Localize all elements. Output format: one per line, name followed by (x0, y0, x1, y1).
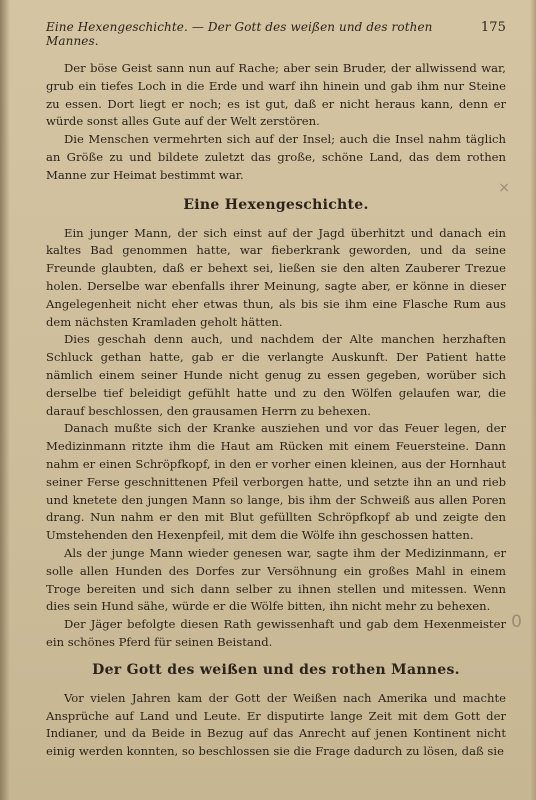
paragraph: Die Menschen vermehrten sich auf der Insel; auch die Insel nahm täglich an Größe zu und bildete zuletzt das große, schöne Land, das dem rothen Manne zur Heimat bestimmt war. (46, 132, 506, 182)
page-number: 175 (480, 20, 506, 35)
paragraph: Der Jäger befolgte diesen Rath gewissenhaft und gab dem Hexenmeister ein schönes Pferd für seinen Beistand. (46, 617, 506, 649)
paragraph: Danach mußte sich der Kranke ausziehen und vor das Feuer legen, der Medizinmann ritzte ihm die Haut am Rücken mit einem Feuersteine. Dann nahm er einen Schröpfkopf, in den er vorher einen kleinen, aus der Hornhaut seiner Ferse geschnittenen Pfeil verborgen hatte, und setzte ihn an und rieb und knetete den jungen Mann so lange, bis ihm der Schweiß aus allen Poren drang. Nun nahm er den mit Blut gefüllten Schröpfkopf ab und zeigte den Umstehenden den Hexenpfeil, mit dem die Wölfe ihn geschossen hatten. (46, 421, 506, 543)
paragraph: Dies geschah denn auch, und nachdem der Alte manchen herzhaften Schluck gethan hatte, gab er die verlangte Auskunft. Der Patient hatte nämlich einem seiner Hunde nicht genug zu essen gegeben, worüber sich derselbe tief beleidigt gefühlt hatte und zu den Wölfen gelaufen war, die darauf beschlossen, den grausamen Herrn zu behexen. (46, 332, 506, 418)
pencil-cross-mark: × (498, 180, 510, 196)
section-title-gott: Der Gott des weißen und des rothen Mannes. (92, 661, 460, 678)
paragraph: Der böse Geist sann nun auf Rache; aber sein Bruder, der allwissend war, grub ein tiefes Loch in die Erde und warf ihn hinein und gab ihm nur Steine zu essen. Dort liegt er noch; es ist gut, daß er nicht heraus kann, denn er würde sonst alles Gute auf der Welt zerstören. (46, 61, 506, 129)
section-title-hexengeschichte: Eine Hexengeschichte. (183, 196, 369, 213)
paragraph: Vor vielen Jahren kam der Gott der Weißen nach Amerika und machte Ansprüche auf Land und Leute. Er disputirte lange Zeit mit dem Gott der Indianer, und da Beide in Bezug auf das Anrecht auf jenen Kontinent nicht einig werden konnten, so beschlossen sie die Frage dadurch zu lösen, daß sie (46, 690, 506, 759)
running-header (46, 20, 506, 48)
running-title: Eine Hexengeschichte. — Der Gott des weißen und des rothen Mannes. (46, 20, 433, 48)
pencil-circle-mark: 0 (511, 612, 522, 632)
paragraph: Ein junger Mann, der sich einst auf der Jagd überhitzt und danach ein kaltes Bad genommen hatte, war fieberkrank geworden, und da seine Freunde glaubten, daß er behext sei, ließen sie den alten Zauberer Trezue holen. Derselbe war ebenfalls ihrer Meinung, sagte aber, er könne in dieser Angelegenheit nicht eher etwas thun, als bis sie ihm eine Flasche Rum aus dem nächsten Kramladen geholt hätten. (46, 225, 506, 329)
paragraph: Als der junge Mann wieder genesen war, sagte ihm der Medizinmann, er solle allen Hunden des Dorfes zur Versöhnung ein großes Mahl in einem Troge bereiten und sich dann selber zu ihnen stellen und mitessen. Wenn dies sein Hund sähe, würde er die Wölfe bitten, ihn nicht mehr zu behexen. (46, 545, 506, 614)
